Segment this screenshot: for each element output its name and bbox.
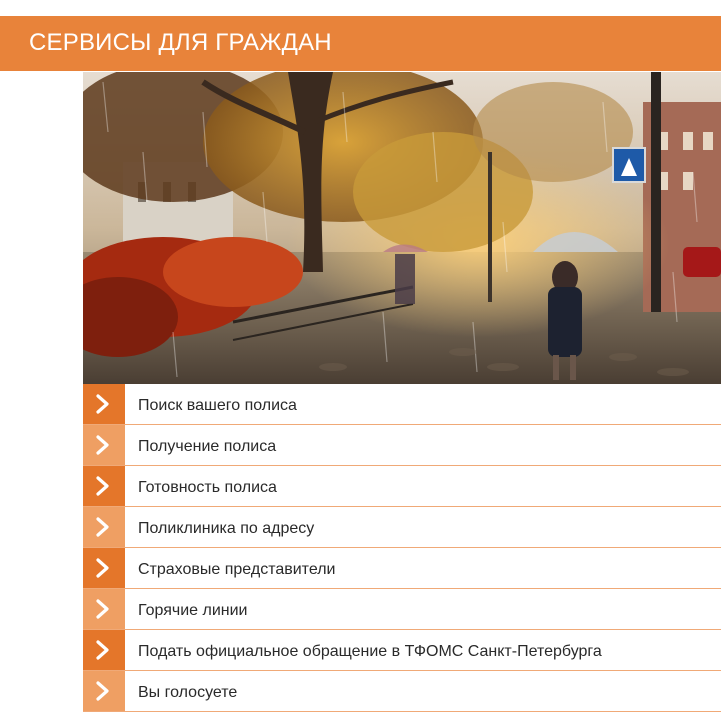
service-item-label: Подать официальное обращение в ТФОМС Санкт-Петербурга <box>138 643 602 660</box>
page-title: СЕРВИСЫ ДЛЯ ГРАЖДАН <box>29 29 332 56</box>
service-item-label: Вы голосуете <box>138 684 238 701</box>
chevron-right-icon <box>83 589 125 629</box>
service-item-label: Получение полиса <box>138 438 277 455</box>
services-list <box>83 384 721 716</box>
service-item[interactable] <box>83 589 721 630</box>
service-item[interactable] <box>83 425 721 466</box>
chevron-right-icon <box>83 671 125 711</box>
service-item-label: Горячие линии <box>138 602 248 619</box>
service-item-label: Страховые представители <box>138 561 336 578</box>
service-item-label: Поиск вашего полиса <box>138 397 297 414</box>
service-item[interactable] <box>83 630 721 671</box>
row-divider <box>83 711 721 712</box>
service-item-label: Поликлиника по адресу <box>138 520 315 537</box>
chevron-right-icon <box>83 548 125 588</box>
service-item[interactable] <box>83 671 721 712</box>
chevron-right-icon <box>83 507 125 547</box>
chevron-right-icon <box>83 425 125 465</box>
autumn-rain-painting <box>83 72 721 384</box>
service-item-label: Готовность полиса <box>138 479 277 496</box>
hero-image <box>83 72 721 384</box>
service-item[interactable] <box>83 466 721 507</box>
service-item[interactable] <box>83 548 721 589</box>
chevron-right-icon <box>83 466 125 506</box>
service-item[interactable] <box>83 384 721 425</box>
chevron-right-icon <box>83 384 125 424</box>
service-item[interactable] <box>83 507 721 548</box>
chevron-right-icon <box>83 630 125 670</box>
